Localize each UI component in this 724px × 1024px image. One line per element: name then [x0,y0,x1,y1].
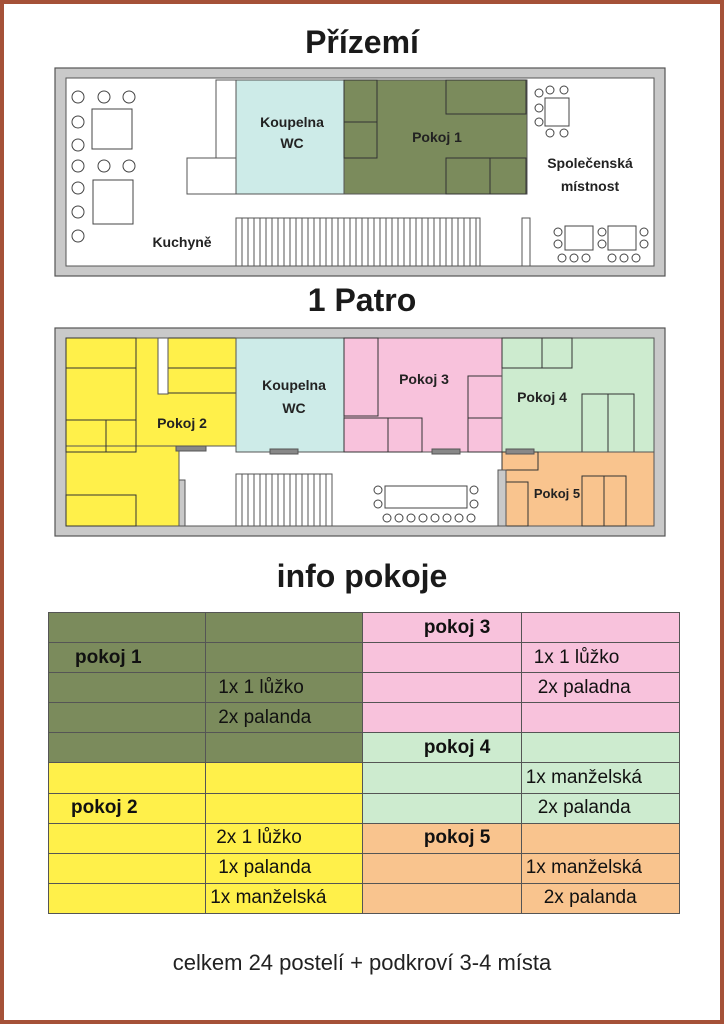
counter-icon [187,158,236,194]
room-bed-line: 2x 1 lůžko [206,823,363,853]
room-bed-line: 2x palanda [521,793,679,823]
room-bed-line: 1x manželská [521,853,679,883]
label-spolecenska: Společenská [547,155,633,171]
label-pokoj-5-plan: Pokoj 5 [533,486,581,501]
label-koupelna-first: Koupelna [262,377,326,393]
room-bed-line: 1x palanda [206,853,363,883]
info-title: info pokoje [276,558,448,594]
rail-icon [522,218,530,266]
first-floor-title: 1 Patro [307,282,417,318]
label-wc-first: WC [282,400,306,416]
label-kuchyne: Kuchyně [152,234,212,250]
room-info-table [48,612,680,914]
staircase-ground [236,218,480,266]
label-wc-ground: WC [280,135,304,151]
room-bed-line: 1x 1 lůžko [521,643,679,673]
label-pokoj-1-plan: Pokoj 1 [412,129,462,145]
staircase-first [236,474,332,526]
room-koupelna-first[interactable] [236,338,344,452]
room-name-pokoj-4: pokoj 4 [363,733,521,763]
label-koupelna-ground: Koupelna [260,114,324,130]
room-bed-line: 2x paladna [521,673,679,703]
room-bed-line: 1x manželská [521,763,679,793]
room-bed-line: 1x manželská [206,883,363,913]
dining-table-icon [374,486,478,522]
first-floor-plan [0,320,724,540]
room-pokoj-3-plan[interactable] [344,338,502,452]
room-bed-line: 2x palanda [206,703,363,733]
room-name-pokoj-5: pokoj 5 [363,823,521,853]
room-name-pokoj-2: pokoj 2 [49,793,206,823]
label-pokoj-3-plan: Pokoj 3 [399,371,449,387]
room-name-pokoj-1: pokoj 1 [49,643,206,673]
label-pokoj-2-plan: Pokoj 2 [157,415,207,431]
partition-wall [216,80,236,158]
ground-floor-title: Přízemí [305,24,419,60]
room-bed-line: 2x palanda [521,883,679,913]
room-name-pokoj-3: pokoj 3 [363,613,521,643]
ground-floor-plan [0,0,724,290]
label-mistnost: místnost [560,178,620,194]
room-bed-line: 1x 1 lůžko [206,673,363,703]
label-pokoj-4-plan: Pokoj 4 [517,389,567,405]
total-beds-note: celkem 24 postelí + podkroví 3-4 místa [172,950,552,975]
